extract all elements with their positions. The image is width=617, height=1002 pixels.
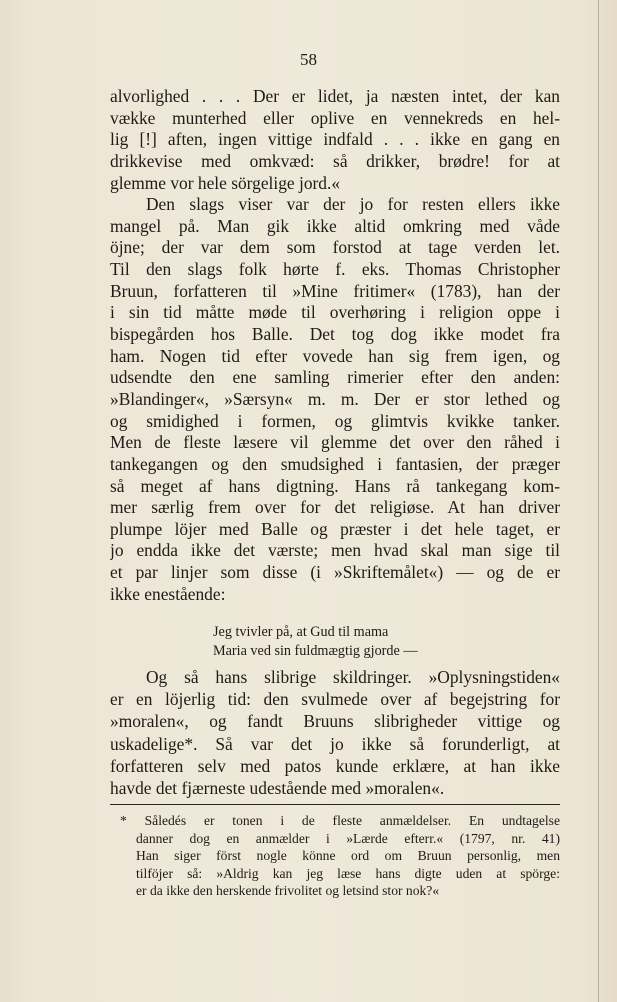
text-line: plumpe löjer med Balle og præster i det hele taget, er	[110, 518, 560, 539]
text-line: forfatteren selv med patos kunde erklære, at han ikke	[110, 755, 560, 776]
main-text	[110, 86, 560, 605]
text-line: uskadelige*. Så var det jo ikke så forunderligt, at	[110, 733, 560, 754]
text-line: mangel på. Man gik ikke altid omkring med våde	[110, 215, 560, 236]
text-line: et par linjer som disse (i »Skriftemålet«) — og de er	[110, 562, 560, 583]
text-line: tankegangen og den smudsighed i fantasien, der præger	[110, 453, 560, 474]
text-line: havde det fjærneste udestående med »moralen«.	[110, 777, 445, 798]
footnote-line: er da ikke den herskende frivolitet og letsind stor nok?«	[136, 883, 440, 899]
text-line: alvorlighed . . . Der er lidet, ja næsten intet, der kan	[110, 86, 560, 106]
footnote-line: Han siger först nogle könne ord om Bruun personlig, men	[136, 848, 560, 864]
text-line: ham. Nogen tid efter vovede han sig frem igen, og	[110, 345, 560, 366]
verse-line: Jeg tvivler på, at Gud til mama	[213, 624, 389, 640]
footnotes	[120, 812, 560, 900]
text-line: er en löjerlig tid: den svulmede over af begejstring for	[110, 689, 560, 710]
text-line: Den slags viser var der jo for resten ellers ikke	[146, 194, 560, 215]
text-line: Men de fleste læsere vil glemme det over den råhed i	[110, 432, 560, 453]
text-line: drikkevise med omkvæd: så drikker, brødre! for at	[110, 150, 560, 171]
footnote-line: * Såledés er tonen i de fleste anmældelser. En undtagelse	[120, 813, 560, 828]
text-line: så meget af hans digtning. Hans rå tankegang kom-	[110, 475, 560, 496]
text-line: Bruun, forfatteren til »Mine fritimer« (1783), han der	[110, 280, 560, 301]
text-line: udsendte den ene samling rimerier efter den anden:	[110, 367, 560, 388]
text-line: »Blandinger«, »Særsyn« m. m. Der er stor lethed og	[110, 388, 560, 409]
footnote-line: tilföjer så: »Aldrig kan jeg læse hans digte uden at spörge:	[136, 865, 560, 881]
verse-quote	[213, 623, 418, 661]
text-line: öjne; der var dem som forstod at tage verden let.	[110, 237, 560, 258]
page-number: 58	[300, 50, 317, 69]
text-line: lig [!] aften, ingen vittige indfald . . . ikke en gang en	[110, 129, 560, 150]
text-line: Til den slags folk hørte f. eks. Thomas Christopher	[110, 259, 560, 280]
footnote-line: danner dog en anmælder i »Lærde efterr.« (1797, nr. 41)	[136, 830, 560, 846]
text-line: mer særlig frem over for det religiøse. At han driver	[110, 497, 560, 518]
text-line: Og så hans slibrige skildringer. »Oplysningstiden«	[146, 667, 560, 687]
main-text-continued	[110, 666, 560, 799]
text-line: og smidighed i formen, og glimtvis kvikke tanker.	[110, 410, 560, 431]
text-line: bispegården hos Balle. Det tog dog ikke modet fra	[110, 324, 560, 345]
footnote-divider	[110, 804, 560, 805]
text-line: »moralen«, og fandt Bruuns slibrigheder vittige og	[110, 711, 560, 732]
text-line: ikke enestående:	[110, 583, 226, 604]
text-line: glemme vor hele sörgelige jord.«	[110, 172, 341, 193]
text-line: vække munterhed eller oplive en vennekreds en hel-	[110, 107, 560, 128]
text-line: jo endda ikke det værste; men hvad skal man sige til	[110, 540, 560, 561]
text-line: i sin tid måtte møde til overhøring i religion oppe i	[110, 302, 560, 323]
verse-line: Maria ved sin fuldmægtig gjorde —	[213, 643, 418, 659]
page-edge	[598, 0, 599, 1002]
